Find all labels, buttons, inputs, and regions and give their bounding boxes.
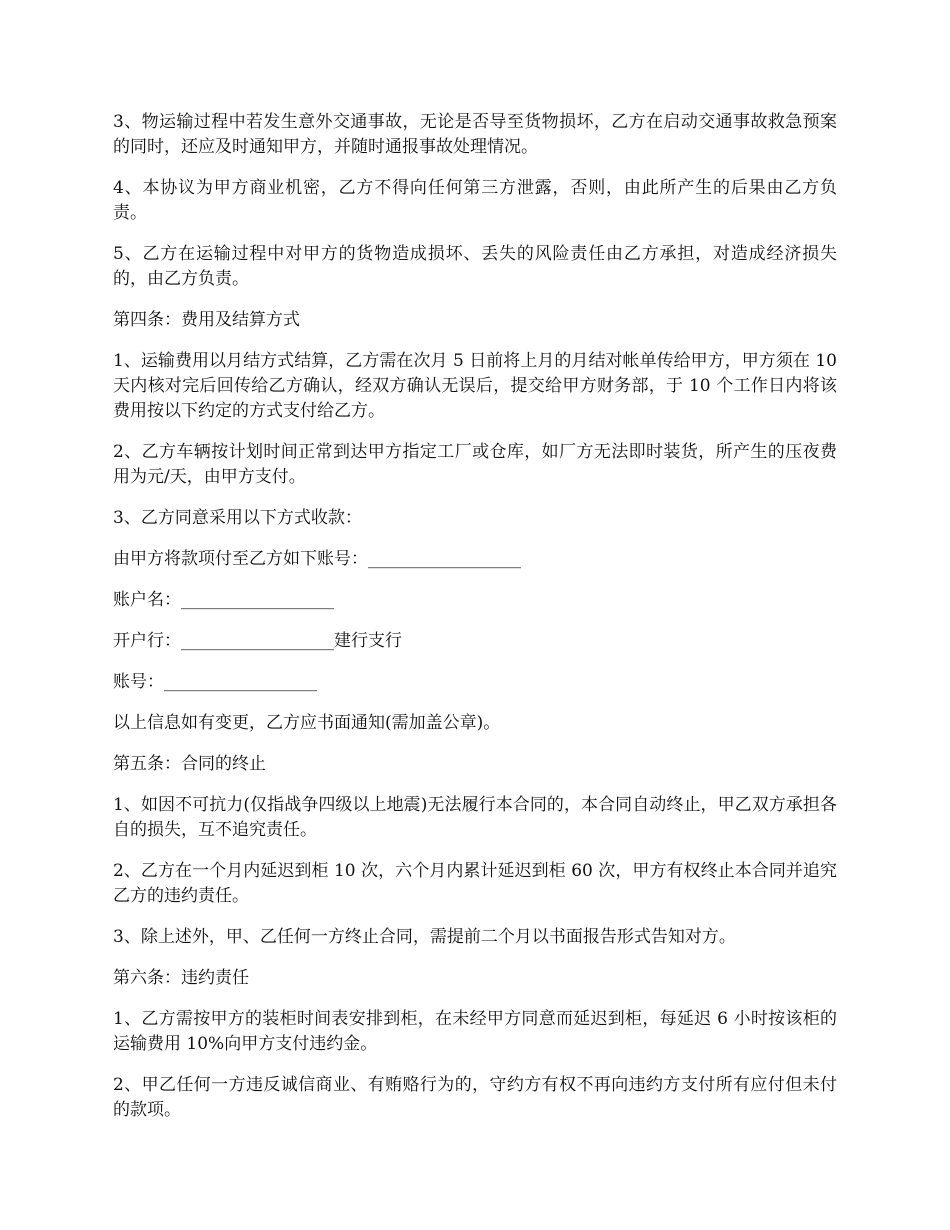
clause-3-4-confidentiality: 4、本协议为甲方商业机密，乙方不得向任何第三方泄露，否则，由此所产生的后果由乙方负责。 <box>113 178 837 223</box>
change-notice-line: 以上信息如有变更，乙方应书面通知(需加盖公章)。 <box>113 713 501 733</box>
section-heading-article-4: 第四条：费用及结算方式 <box>113 310 300 330</box>
clause-5-1-force-majeure: 1、如因不可抗力(仅指战争四级以上地震)无法履行本合同的，本合同自动终止，甲乙双方承担各自的损失，互不追究责任。 <box>113 795 837 840</box>
document-page <box>113 110 837 1139</box>
bank-branch-line: 开户行：__________________建行支行 <box>113 631 402 651</box>
clause-3-3-accident: 3、物运输过程中若发生意外交通事故，无论是否导至货物损坏，乙方在启动交通事故救急预案的同时，还应及时通知甲方，并随时通报事故处理情况。 <box>113 112 837 157</box>
account-no-line: 账号：__________________ <box>113 672 317 692</box>
clause-3-5-liability: 5、乙方在运输过程中对甲方的货物造成损坏、丢失的风险责任由乙方承担，对造成经济损失的，由乙方负责。 <box>113 244 837 289</box>
clause-4-3-payment-method: 3、乙方同意采用以下方式收款： <box>113 508 362 528</box>
account-name-line: 账户名：__________________ <box>113 590 334 610</box>
clause-6-1-late-penalty: 1、乙方需按甲方的装柜时间表安排到柜，在未经甲方同意而延迟到柜，每延迟 6 小时按该柜的运输费用 10%向甲方支付违约金。 <box>113 1009 837 1054</box>
clause-4-1-settlement: 1、运输费用以月结方式结算，乙方需在次月 5 日前将上月的月结对帐单传给甲方，甲方须在 10 天内核对完后回传给乙方确认，经双方确认无误后，提交给甲方财务部，于 10 个工作日内将该费用按以下约定的方式支付给乙方。 <box>113 351 837 421</box>
clause-5-2-delay-termination: 2、乙方在一个月内延迟到柜 10 次，六个月内累计延迟到柜 60 次，甲方有权终止本合同并追究乙方的违约责任。 <box>113 861 837 906</box>
clause-4-2-overnight-fee: 2、乙方车辆按计划时间正常到达甲方指定工厂或仓库，如厂方无法即时装货，所产生的压夜费用为元/天，由甲方支付。 <box>113 442 837 487</box>
account-number-line: 由甲方将款项付至乙方如下账号：__________________ <box>113 549 521 569</box>
clause-5-3-notice-termination: 3、除上述外，甲、乙任何一方终止合同，需提前二个月以书面报告形式告知对方。 <box>113 927 736 947</box>
section-heading-article-5: 第五条：合同的终止 <box>113 754 266 774</box>
section-heading-article-6: 第六条：违约责任 <box>113 968 249 988</box>
clause-6-2-bribery: 2、甲乙任何一方违反诚信商业、有贿赂行为的，守约方有权不再向违约方支付所有应付但未付的款项。 <box>113 1075 837 1120</box>
